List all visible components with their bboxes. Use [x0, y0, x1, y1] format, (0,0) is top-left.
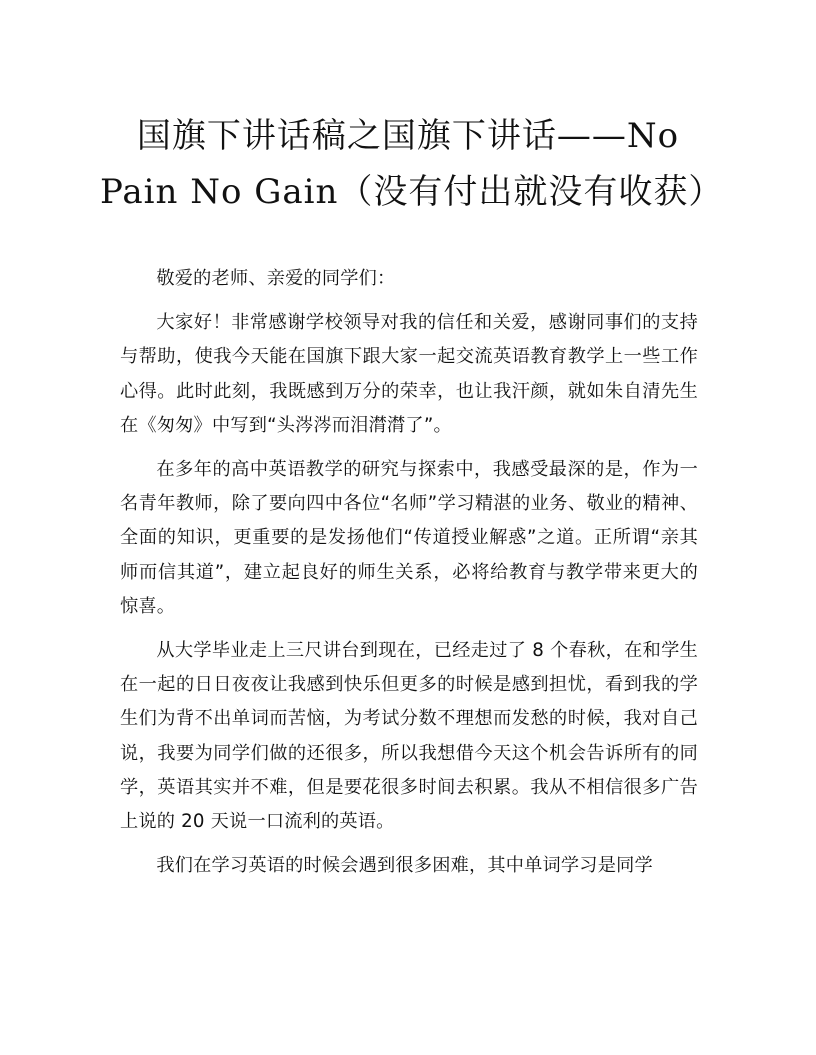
- document-body: [120, 262, 698, 893]
- body-paragraph: 在多年的高中英语教学的研究与探索中，我感受最深的是，作为一名青年教师，除了要向四中各位“名师”学习精湛的业务、敬业的精神、全面的知识，更重要的是发扬他们“传道授业解惑”之道。正所谓“亲其师而信其道”，建立起良好的师生关系，必将给教育与教学带来更大的惊喜。: [120, 459, 698, 617]
- document-title: 国旗下讲话稿之国旗下讲话——No Pain No Gain（没有付出就没有收获）: [100, 116, 724, 212]
- body-paragraph: 大家好！非常感谢学校领导对我的信任和关爱，感谢同事们的支持与帮助，使我今天能在国旗下跟大家一起交流英语教育教学上一些工作心得。此时此刻，我既感到万分的荣幸，也让我汗颜，就如朱自清先生在《匆匆》中写到“头涔涔而泪潸潸了”。: [120, 312, 698, 436]
- body-paragraph: 我们在学习英语的时候会遇到很多困难，其中单词学习是同学: [156, 855, 653, 877]
- body-paragraph: 从大学毕业走上三尺讲台到现在，已经走过了 8 个春秋，在和学生在一起的日日夜夜让我感到快乐但更多的时候是感到担忧，看到我的学生们为背不出单词而苦恼，为考试分数不理想而发愁的时候，我对自己说，我要为同学们做的还很多，所以我想借今天这个机会告诉所有的同学，英语其实并不难，但是要花很多时间去积累。我从不相信很多广告上说的 20 天说一口流利的英语。: [120, 640, 698, 833]
- salutation-paragraph: 敬爱的老师、亲爱的同学们：: [156, 268, 396, 289]
